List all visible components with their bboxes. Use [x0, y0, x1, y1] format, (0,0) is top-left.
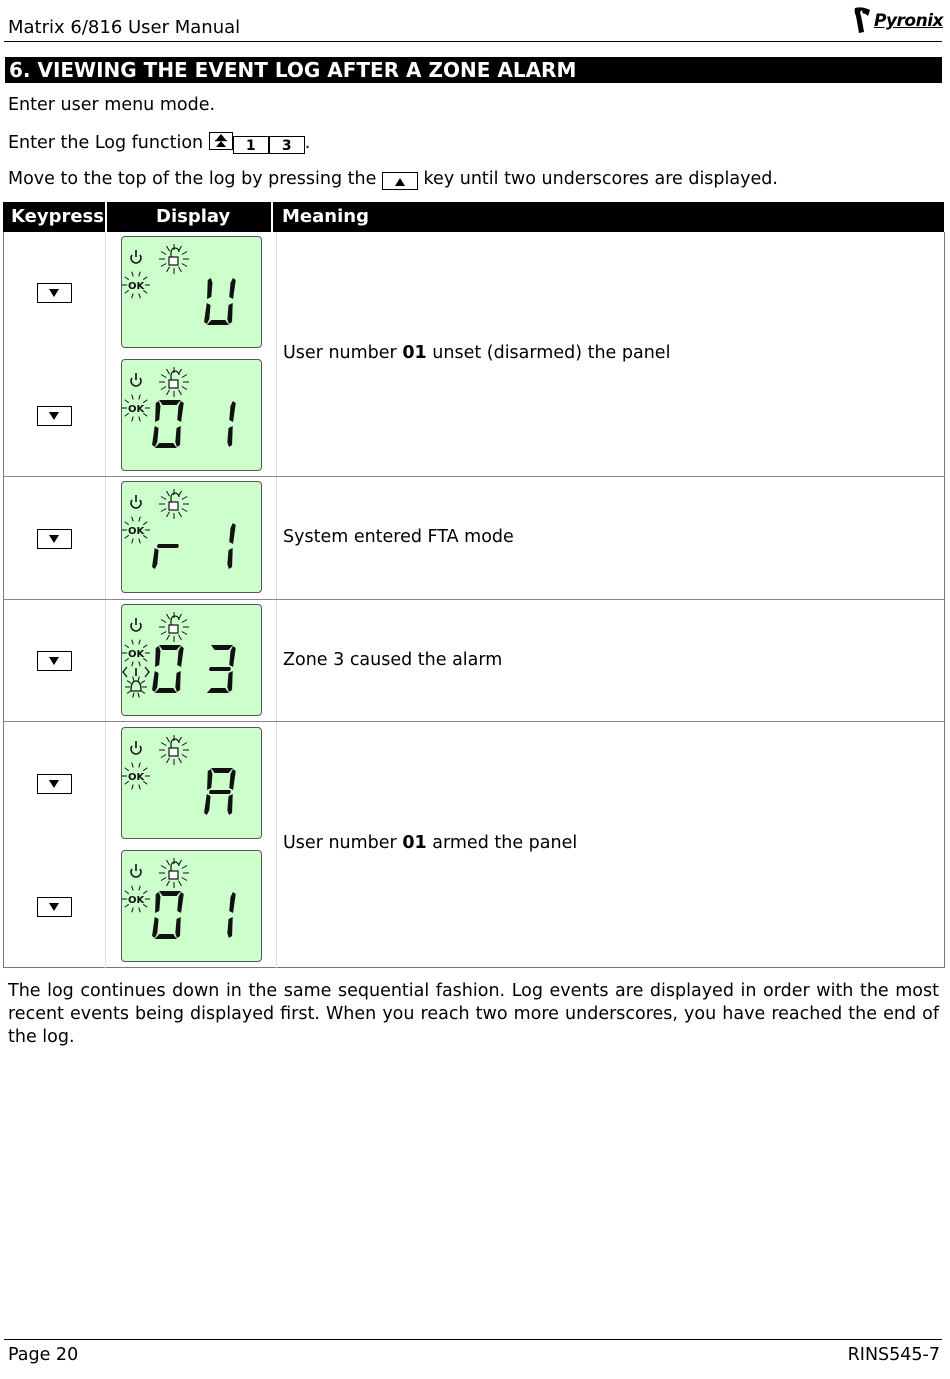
section-title: 6. VIEWING THE EVENT LOG AFTER A ZONE ALARM [9, 58, 577, 82]
intro-line-1: Enter user menu mode. [8, 95, 216, 115]
key-3: 3 [269, 136, 305, 154]
header-rule [4, 41, 942, 42]
up-arrow-key-icon [382, 172, 418, 190]
svg-text:OK: OK [128, 649, 145, 660]
lcd-display [121, 481, 262, 593]
meaning-user-armed: User number 01 armed the panel [283, 833, 578, 853]
svg-text:OK: OK [128, 772, 145, 783]
meaning-zone-alarm: Zone 3 caused the alarm [283, 650, 503, 670]
lcd-segments-icon [122, 851, 263, 963]
key-1: 1 [233, 136, 269, 154]
logo-text: Pyronix [874, 11, 943, 31]
pyronix-logo [852, 6, 944, 38]
svg-text:OK: OK [128, 526, 145, 537]
table-header [3, 202, 944, 232]
lcd-segments-icon [122, 482, 263, 594]
page-number: Page 20 [8, 1345, 79, 1365]
meaning-user-unset: User number 01 unset (disarmed) the panel [283, 343, 671, 363]
lcd-display [121, 604, 262, 716]
footer-rule [4, 1339, 942, 1340]
down-arrow-key-icon [37, 529, 72, 549]
lcd-segments-icon [122, 360, 263, 472]
row-separator [3, 721, 945, 722]
column-meaning: Meaning [282, 206, 369, 227]
lcd-segments-icon [122, 237, 263, 349]
down-arrow-key-icon [37, 651, 72, 671]
intro-line-3 [8, 169, 778, 190]
svg-text:OK: OK [128, 281, 145, 292]
closing-paragraph: The log continues down in the same sequential fashion. Log events are displayed in order with the most recent events being displayed first. When you reach two more underscores, you have reached the end of the log. [8, 981, 939, 1047]
lcd-display [121, 236, 262, 348]
down-arrow-key-icon [37, 283, 72, 303]
intro-line-2-suffix: . [304, 133, 311, 153]
document-title: Matrix 6/816 User Manual [8, 17, 241, 38]
intro-line-2 [8, 132, 310, 154]
lcd-display [121, 727, 262, 839]
column-display: Display [156, 206, 231, 227]
document-reference: RINS545-7 [847, 1345, 940, 1365]
down-arrow-key-icon [37, 406, 72, 426]
lcd-segments-icon [122, 728, 263, 840]
meaning-fta-mode: System entered FTA mode [283, 527, 514, 547]
svg-text:OK: OK [128, 404, 145, 415]
intro-line-3-prefix: Move to the top of the log by pressing the [8, 169, 377, 189]
lcd-display [121, 850, 262, 962]
row-separator [3, 476, 945, 477]
section-heading-bar [5, 57, 942, 83]
lcd-display [121, 359, 262, 471]
down-arrow-key-icon [37, 897, 72, 917]
logo-mark-icon [852, 6, 874, 36]
column-keypress: Keypress [11, 206, 104, 227]
down-arrow-key-icon [37, 774, 72, 794]
intro-line-2-text: Enter the Log function [8, 133, 204, 153]
svg-text:OK: OK [128, 895, 145, 906]
intro-line-3-suffix: key until two underscores are displayed. [423, 169, 778, 189]
up-down-key-icon [209, 132, 233, 150]
lcd-segments-icon [122, 605, 263, 717]
row-separator [3, 599, 945, 600]
